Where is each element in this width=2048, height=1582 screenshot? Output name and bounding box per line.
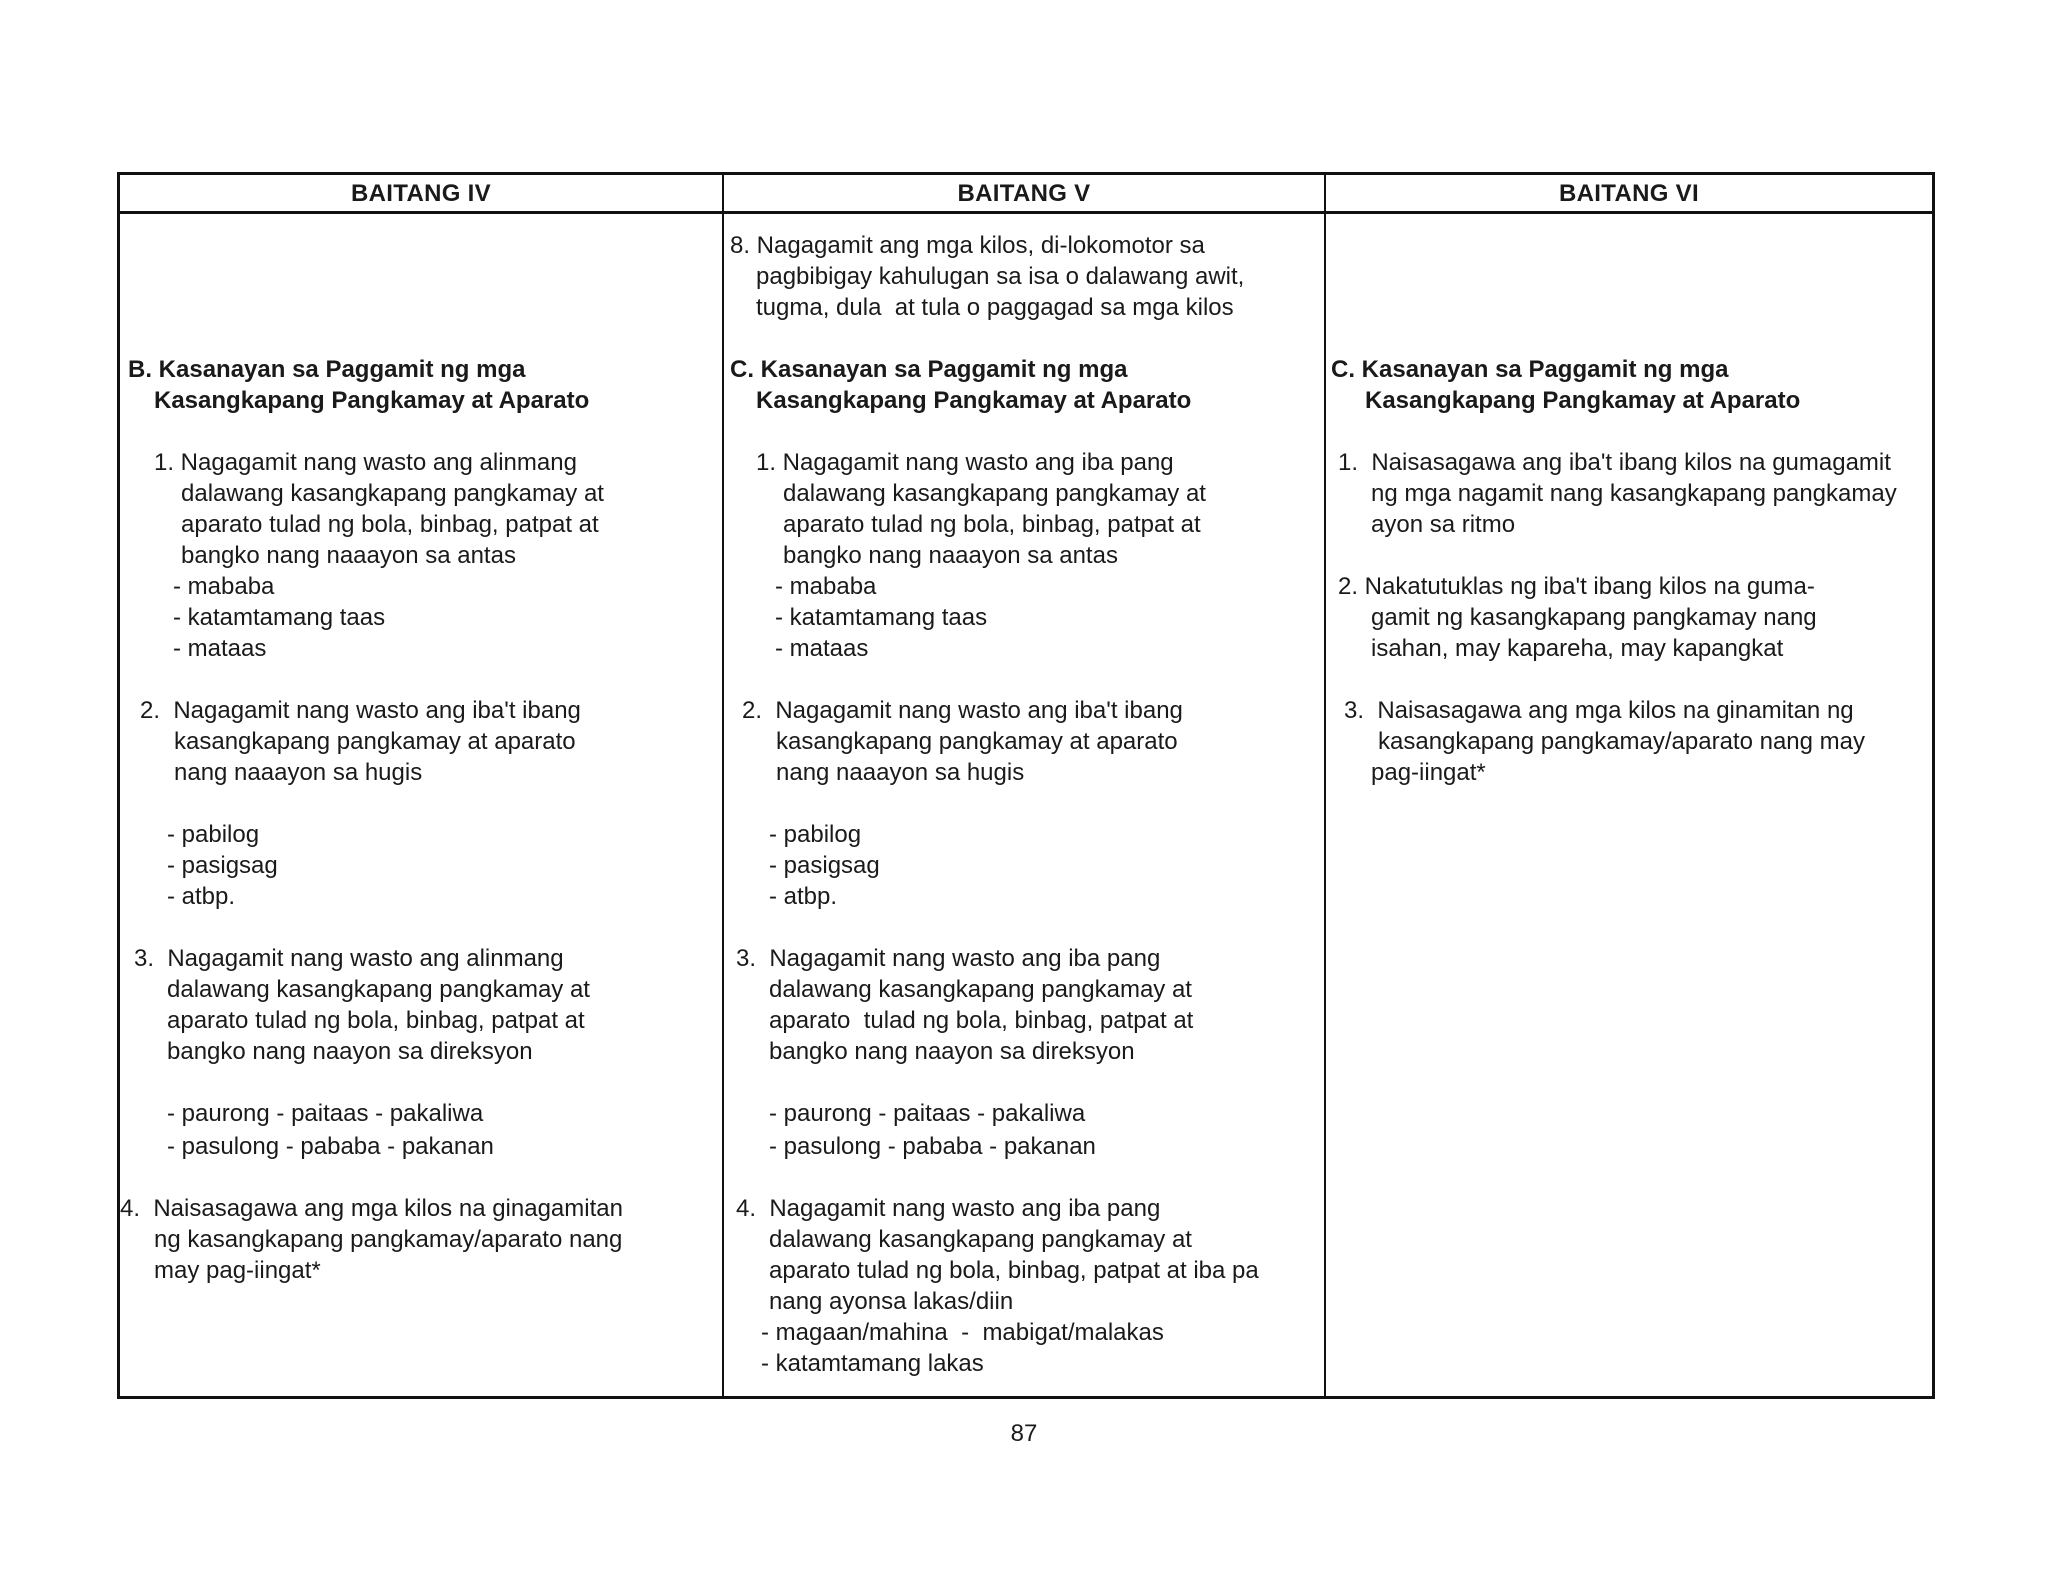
column-header-baitang-v: BAITANG V	[957, 180, 1091, 207]
column-header-baitang-iv: BAITANG IV	[351, 180, 491, 207]
list-item: - katamtamang taas	[173, 604, 386, 631]
list-item: - pasigsag	[167, 852, 278, 879]
list-item: kasangkapang pangkamay at aparato	[174, 728, 576, 755]
list-item: bangko nang naaayon sa antas	[783, 542, 1118, 569]
list-item: - katamtamang taas	[775, 604, 988, 631]
list-item: - atbp.	[167, 883, 236, 910]
list-item: 4. Naisasagawa ang mga kilos na ginagamitan	[120, 1195, 623, 1222]
list-item: ng mga nagamit nang kasangkapang pangkamay	[1371, 480, 1897, 507]
list-item: kasangkapang pangkamay/aparato nang may	[1378, 728, 1866, 755]
page-number: 87	[1010, 1420, 1038, 1447]
section-heading: Kasangkapang Pangkamay at Aparato	[756, 387, 1192, 414]
list-item: kasangkapang pangkamay at aparato	[776, 728, 1178, 755]
list-item: 2. Nakatutuklas ng iba't ibang kilos na guma-	[1338, 573, 1815, 600]
table-header-row	[120, 175, 1932, 214]
list-item: aparato tulad ng bola, binbag, patpat at	[783, 511, 1201, 538]
list-item: - mataas	[775, 635, 869, 662]
list-item: - pasigsag	[769, 852, 880, 879]
list-item: - pabilog	[167, 821, 260, 848]
list-item: bangko nang naayon sa direksyon	[769, 1038, 1135, 1065]
section-heading: Kasangkapang Pangkamay at Aparato	[1365, 387, 1801, 414]
list-item: 3. Naisasagawa ang mga kilos na ginamitan ng	[1344, 697, 1854, 724]
section-heading: C. Kasanayan sa Paggamit ng mga	[1331, 356, 1729, 383]
list-item: 2. Nagagamit nang wasto ang iba't ibang	[140, 697, 581, 724]
list-item: nang ayonsa lakas/diin	[769, 1288, 1014, 1315]
list-item: ayon sa ritmo	[1371, 511, 1516, 538]
list-item: - paurong - paitaas - pakaliwa	[167, 1100, 484, 1127]
list-item: 3. Nagagamit nang wasto ang alinmang	[134, 945, 564, 972]
list-item: aparato tulad ng bola, binbag, patpat at	[181, 511, 599, 538]
list-item: aparato tulad ng bola, binbag, patpat at	[769, 1007, 1194, 1034]
list-item: bangko nang naaayon sa antas	[181, 542, 516, 569]
list-item: - pasulong - pababa - pakanan	[167, 1133, 494, 1160]
list-item: dalawang kasangkapang pangkamay at	[167, 976, 590, 1003]
list-item: isahan, may kapareha, may kapangkat	[1371, 635, 1784, 662]
list-item: dalawang kasangkapang pangkamay at	[769, 976, 1192, 1003]
list-item: dalawang kasangkapang pangkamay at	[783, 480, 1206, 507]
list-item: aparato tulad ng bola, binbag, patpat at iba pa	[769, 1257, 1259, 1284]
list-item: aparato tulad ng bola, binbag, patpat at	[167, 1007, 585, 1034]
list-item: - mababa	[775, 573, 877, 600]
curriculum-table	[117, 172, 1935, 1399]
list-item: pag-iingat*	[1371, 759, 1486, 786]
list-item: ng kasangkapang pangkamay/aparato nang	[154, 1226, 623, 1253]
list-item: 1. Nagagamit nang wasto ang iba pang	[756, 449, 1174, 476]
section-heading: C. Kasanayan sa Paggamit ng mga	[730, 356, 1128, 383]
list-item: dalawang kasangkapang pangkamay at	[769, 1226, 1192, 1253]
list-item: bangko nang naayon sa direksyon	[167, 1038, 533, 1065]
list-item: pagbibigay kahulugan sa isa o dalawang awit,	[756, 263, 1245, 290]
column-baitang-vi	[1326, 214, 1932, 1396]
list-item: - mataas	[173, 635, 267, 662]
list-item: may pag-iingat*	[154, 1257, 321, 1284]
list-item: 8. Nagagamit ang mga kilos, di-lokomotor sa	[730, 232, 1205, 259]
list-item: - pabilog	[769, 821, 862, 848]
section-heading: Kasangkapang Pangkamay at Aparato	[154, 387, 590, 414]
section-heading: B. Kasanayan sa Paggamit ng mga	[128, 356, 526, 383]
list-item: gamit ng kasangkapang pangkamay nang	[1371, 604, 1817, 631]
list-item: - atbp.	[769, 883, 838, 910]
column-baitang-v	[724, 214, 1324, 1396]
list-item: 4. Nagagamit nang wasto ang iba pang	[736, 1195, 1161, 1222]
list-item: - katamtamang lakas	[761, 1350, 984, 1377]
column-baitang-iv	[120, 214, 722, 1396]
list-item: nang naaayon sa hugis	[776, 759, 1025, 786]
column-header-baitang-vi: BAITANG VI	[1559, 180, 1699, 207]
list-item: 3. Nagagamit nang wasto ang iba pang	[736, 945, 1161, 972]
list-item: dalawang kasangkapang pangkamay at	[181, 480, 604, 507]
list-item: tugma, dula at tula o paggagad sa mga kilos	[756, 294, 1234, 321]
list-item: - mababa	[173, 573, 275, 600]
list-item: - pasulong - pababa - pakanan	[769, 1133, 1096, 1160]
list-item: 1. Naisasagawa ang iba't ibang kilos na gumagamit	[1338, 449, 1891, 476]
list-item: 2. Nagagamit nang wasto ang iba't ibang	[742, 697, 1183, 724]
list-item: - paurong - paitaas - pakaliwa	[769, 1100, 1086, 1127]
list-item: 1. Nagagamit nang wasto ang alinmang	[154, 449, 577, 476]
list-item: nang naaayon sa hugis	[174, 759, 423, 786]
list-item: - magaan/mahina - mabigat/malakas	[761, 1319, 1164, 1346]
